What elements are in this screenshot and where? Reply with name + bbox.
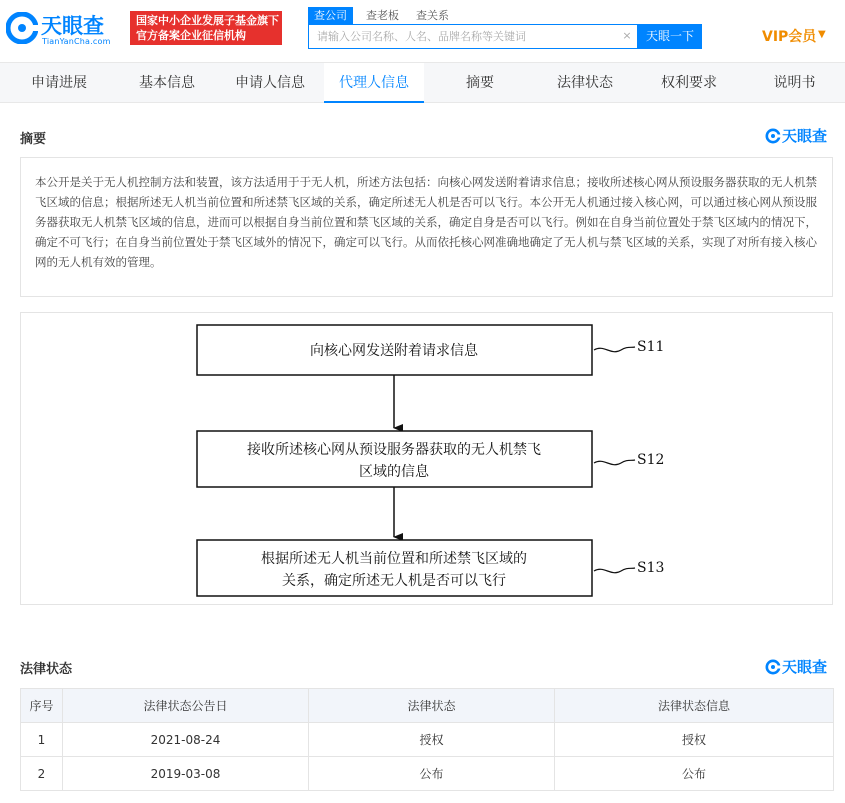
tianyancha-brand-icon bbox=[765, 659, 781, 675]
cell-date: 2021-08-24 bbox=[63, 723, 309, 757]
search-tab-relation[interactable]: 查关系 bbox=[416, 9, 449, 22]
chevron-down-icon[interactable]: ▼ bbox=[818, 29, 826, 40]
logo-text: 天眼查 bbox=[41, 14, 104, 38]
top-header bbox=[0, 0, 845, 62]
cell-status-info: 公布 bbox=[555, 757, 834, 791]
flow-step-2-leader bbox=[594, 460, 635, 465]
tab-claims[interactable]: 权利要求 bbox=[661, 75, 717, 91]
flow-step-1-text: 向核心网发送附着请求信息 bbox=[310, 343, 478, 359]
flow-step-1-label: S11 bbox=[637, 339, 665, 355]
cell-index: 1 bbox=[21, 723, 63, 757]
tab-application-progress[interactable]: 申请进展 bbox=[31, 75, 87, 91]
abstract-section-title: 摘要 bbox=[20, 132, 47, 147]
cell-status: 公布 bbox=[309, 757, 555, 791]
search-tab-boss[interactable]: 查老板 bbox=[366, 9, 399, 22]
flow-step-3-leader bbox=[594, 568, 635, 573]
patent-nav-tabs bbox=[0, 62, 845, 103]
flow-step-1-leader bbox=[594, 347, 635, 352]
flow-step-2-text-line-2: 区域的信息 bbox=[359, 464, 429, 480]
legal-brand-mark bbox=[765, 658, 837, 676]
abstract-brand-mark bbox=[765, 127, 837, 145]
tab-basic-info[interactable]: 基本信息 bbox=[139, 75, 195, 91]
search-box bbox=[308, 24, 638, 49]
badge-line-1: 国家中小企业发展子基金旗下 bbox=[136, 14, 279, 27]
flow-step-3-text-line-1: 根据所述无人机当前位置和所述禁飞区域的 bbox=[261, 551, 527, 567]
column-header-date: 法律状态公告日 bbox=[63, 689, 309, 723]
abstract-panel bbox=[20, 157, 833, 297]
badge-line-2: 官方备案企业征信机构 bbox=[136, 29, 246, 42]
flow-step-2-label: S12 bbox=[637, 452, 665, 468]
cell-index: 2 bbox=[21, 757, 63, 791]
abstract-figure bbox=[20, 312, 833, 605]
vip-member-link[interactable]: VIP会员 bbox=[762, 29, 817, 45]
tianyancha-logo[interactable] bbox=[6, 10, 124, 48]
tab-description[interactable]: 说明书 bbox=[773, 75, 816, 91]
clear-icon[interactable]: × bbox=[622, 29, 632, 42]
tab-legal-status[interactable]: 法律状态 bbox=[557, 75, 613, 91]
cell-status: 授权 bbox=[309, 723, 555, 757]
cell-date: 2019-03-08 bbox=[63, 757, 309, 791]
tab-agent-info[interactable]: 代理人信息 bbox=[324, 63, 424, 103]
column-header-status: 法律状态 bbox=[309, 689, 555, 723]
abstract-text: 本公开是关于无人机控制方法和装置，该方法适用于于无人机，所述方法包括：向核心网发送附着请求信息；接收所述核心网从预设服务器获取的无人机禁飞区域的信息；根据所述无人机当前位置和所述禁飞区域的关系，确定所述无人机是否可以飞行。本公开无人机通过接入核心网，可以通过核心网从预设服务器获取无人机禁飞区域的信息，进而可以根据自身当前位置和禁飞区域的关系，确定自身是否可以飞行。例如在自身当前位置处于禁飞区域内的情况下，确定不可飞行；在自身当前位置处于禁飞区域外的情况下，确定可以飞行。从而依托核心网准确地确定了无人机与禁飞区域的关系，实现了对所有接入核心网的无人机有效的管理。 bbox=[35, 175, 817, 269]
brand-text: 天眼查 bbox=[782, 127, 828, 145]
legal-status-table bbox=[20, 688, 834, 791]
flow-step-3-text-line-2: 关系，确定所述无人机是否可以飞行 bbox=[282, 573, 506, 589]
flow-step-3-label: S13 bbox=[637, 560, 665, 576]
brand-text: 天眼查 bbox=[782, 658, 828, 676]
tianyancha-logo-icon bbox=[6, 12, 38, 44]
official-badge bbox=[130, 11, 282, 45]
table-row bbox=[21, 723, 834, 757]
tianyancha-brand-icon bbox=[765, 128, 781, 144]
search-button[interactable]: 天眼一下 bbox=[638, 24, 702, 49]
search-input[interactable] bbox=[309, 25, 619, 48]
tab-applicant-info[interactable]: 申请人信息 bbox=[235, 75, 305, 91]
legal-status-section-title: 法律状态 bbox=[20, 662, 73, 677]
tab-abstract[interactable]: 摘要 bbox=[466, 75, 494, 91]
column-header-status-info: 法律状态信息 bbox=[555, 689, 834, 723]
cell-status-info: 授权 bbox=[555, 723, 834, 757]
logo-domain: TianYanCha.com bbox=[42, 37, 111, 46]
table-header-row bbox=[21, 689, 834, 723]
table-row bbox=[21, 757, 834, 791]
flowchart bbox=[21, 313, 834, 606]
search-tab-company[interactable]: 查公司 bbox=[308, 7, 353, 24]
flow-step-2-text-line-1: 接收所述核心网从预设服务器获取的无人机禁飞 bbox=[247, 442, 541, 458]
column-header-index: 序号 bbox=[21, 689, 63, 723]
